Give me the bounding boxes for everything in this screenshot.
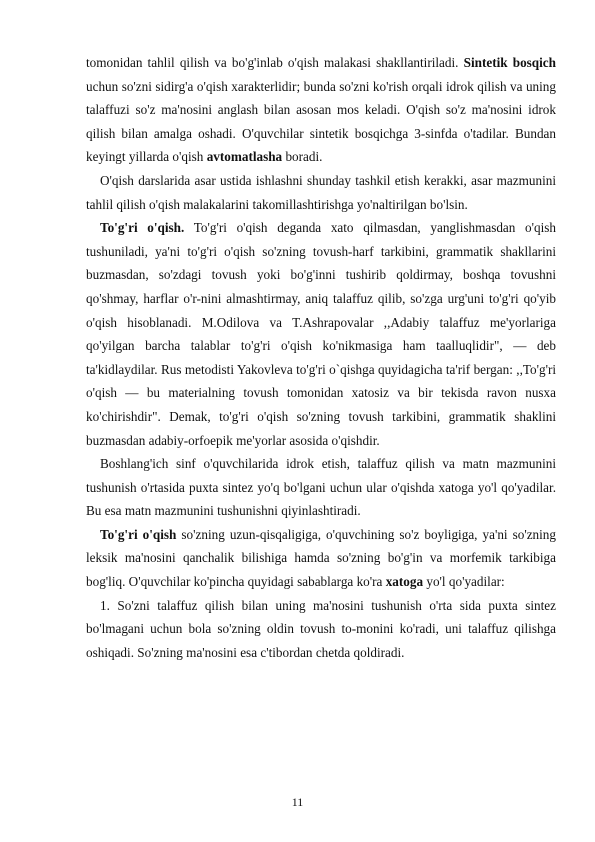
text-segment: tomonidan tahlil qilish va bo'g'inlab o'qish malakasi shakllantiriladi. <box>86 55 464 70</box>
text-segment: yo'l qo'yadilar: <box>423 574 505 590</box>
bold-term: Sintetik bosqich <box>463 55 556 70</box>
paragraph-6 <box>86 594 556 665</box>
document-body <box>86 51 556 664</box>
text-segment: 1. So'zni talaffuz qilish bilan uning ma'nosini tushunish o'rta sida puxta sintez bo'lmagani uchun bola so'zning oldin tovush to-monini ko'radi, uni talaffuz qilishga oshiqadi. So'zning ma'nosini esa c'tibordan chetda qoldiradi. <box>86 597 556 660</box>
paragraph-3 <box>86 216 556 452</box>
bold-term: avtomatlasha <box>206 149 283 165</box>
text-segment: To'g'ri o'qish deganda xato qilmasdan, yanglishmasdan o'qish tushuniladi, ya'ni to'g'ri o'qish so'zning tovush-harf tarkibini, grammatik shakllarini buzmasdan, so'zdagi tovush yoki bo'g'inni tushirib qoldirmay, boshqa tovushni qo'shmay, harflar o'r-nini almashtirmay, aniq talaffuz qilib, so'zga urg'uni to'g'ri qo'yib o'qish hisoblanadi. M.Odilova va T.Ashrapovalar ,,Adabiy talaffuz me'yorlariga qo'yilgan barcha talablar to'g'ri o'qish ko'nikmasiga ham taalluqlidir", — deb ta'kidlaydilar. Rus metodisti Yakovleva to'g'ri o`qishga quyidagicha ta'rif bergan: ,,To'g'ri o'qish — bu materialning tovush tomonidan xatosiz va bir tekisda ravon nusxa ko'chirishdir". Demak, to'g'ri o'qish so'zning tovush tarkibini, grammatik shaklini buzmasdan adabiy-orfoepik me'yorlar asosida o'qishdir. <box>86 220 556 448</box>
text-segment: boradi. <box>282 149 323 165</box>
bold-term: xatoga <box>385 574 424 590</box>
bold-term: To'g'ri o'qish <box>100 526 177 542</box>
bold-term: To'g'ri o'qish. <box>100 220 185 236</box>
paragraph-5 <box>86 523 556 594</box>
paragraph-4 <box>86 452 556 523</box>
text-segment: O'qish darslarida asar ustida ishlashni shunday tashkil etish kerakki, asar mazmunini tahlil qilish o'qish malakalarini takomillashtirishga yo'naltirilgan bo'lsin. <box>86 172 556 212</box>
text-segment: Boshlang'ich sinf o'quvchilarida idrok etish, talaffuz qilish va matn mazmunini tushunish o'rtasida puxta sintez yo'q bo'lgani uchun ular o'qishda xatoga yo'l qo'yadilar. Bu esa matn mazmunini tushunishni qiyinlashtiradi. <box>86 456 556 519</box>
paragraph-2 <box>86 169 556 216</box>
text-segment: uchun so'zni sidirg'a o'qish xarakterlidir; bunda so'zni ko'rish orqali idrok qilish va uning talaffuzi so'z ma'nosini anglash bilan asosan mos keladi. O'qish so'z ma'nosini idrok qilish bilan amalga oshadi. O'quvchilar sintetik bosqichga 3-sinfda o'tadilar. Bundan keyingt yillarda o'qish <box>86 78 556 165</box>
page-number: 11 <box>291 795 304 809</box>
text-segment: so'zning uzun-qisqaligiga, o'quvchining so'z boyligiga, ya'ni so'zning leksik ma'nosini qanchalik bilishiga hamda so'zning bo'g'in va morfemik tarkibiga bog'liq. O'quvchilar ko'pincha quyidagi sabablarga ko'ra <box>86 526 556 590</box>
paragraph-1 <box>86 51 556 169</box>
